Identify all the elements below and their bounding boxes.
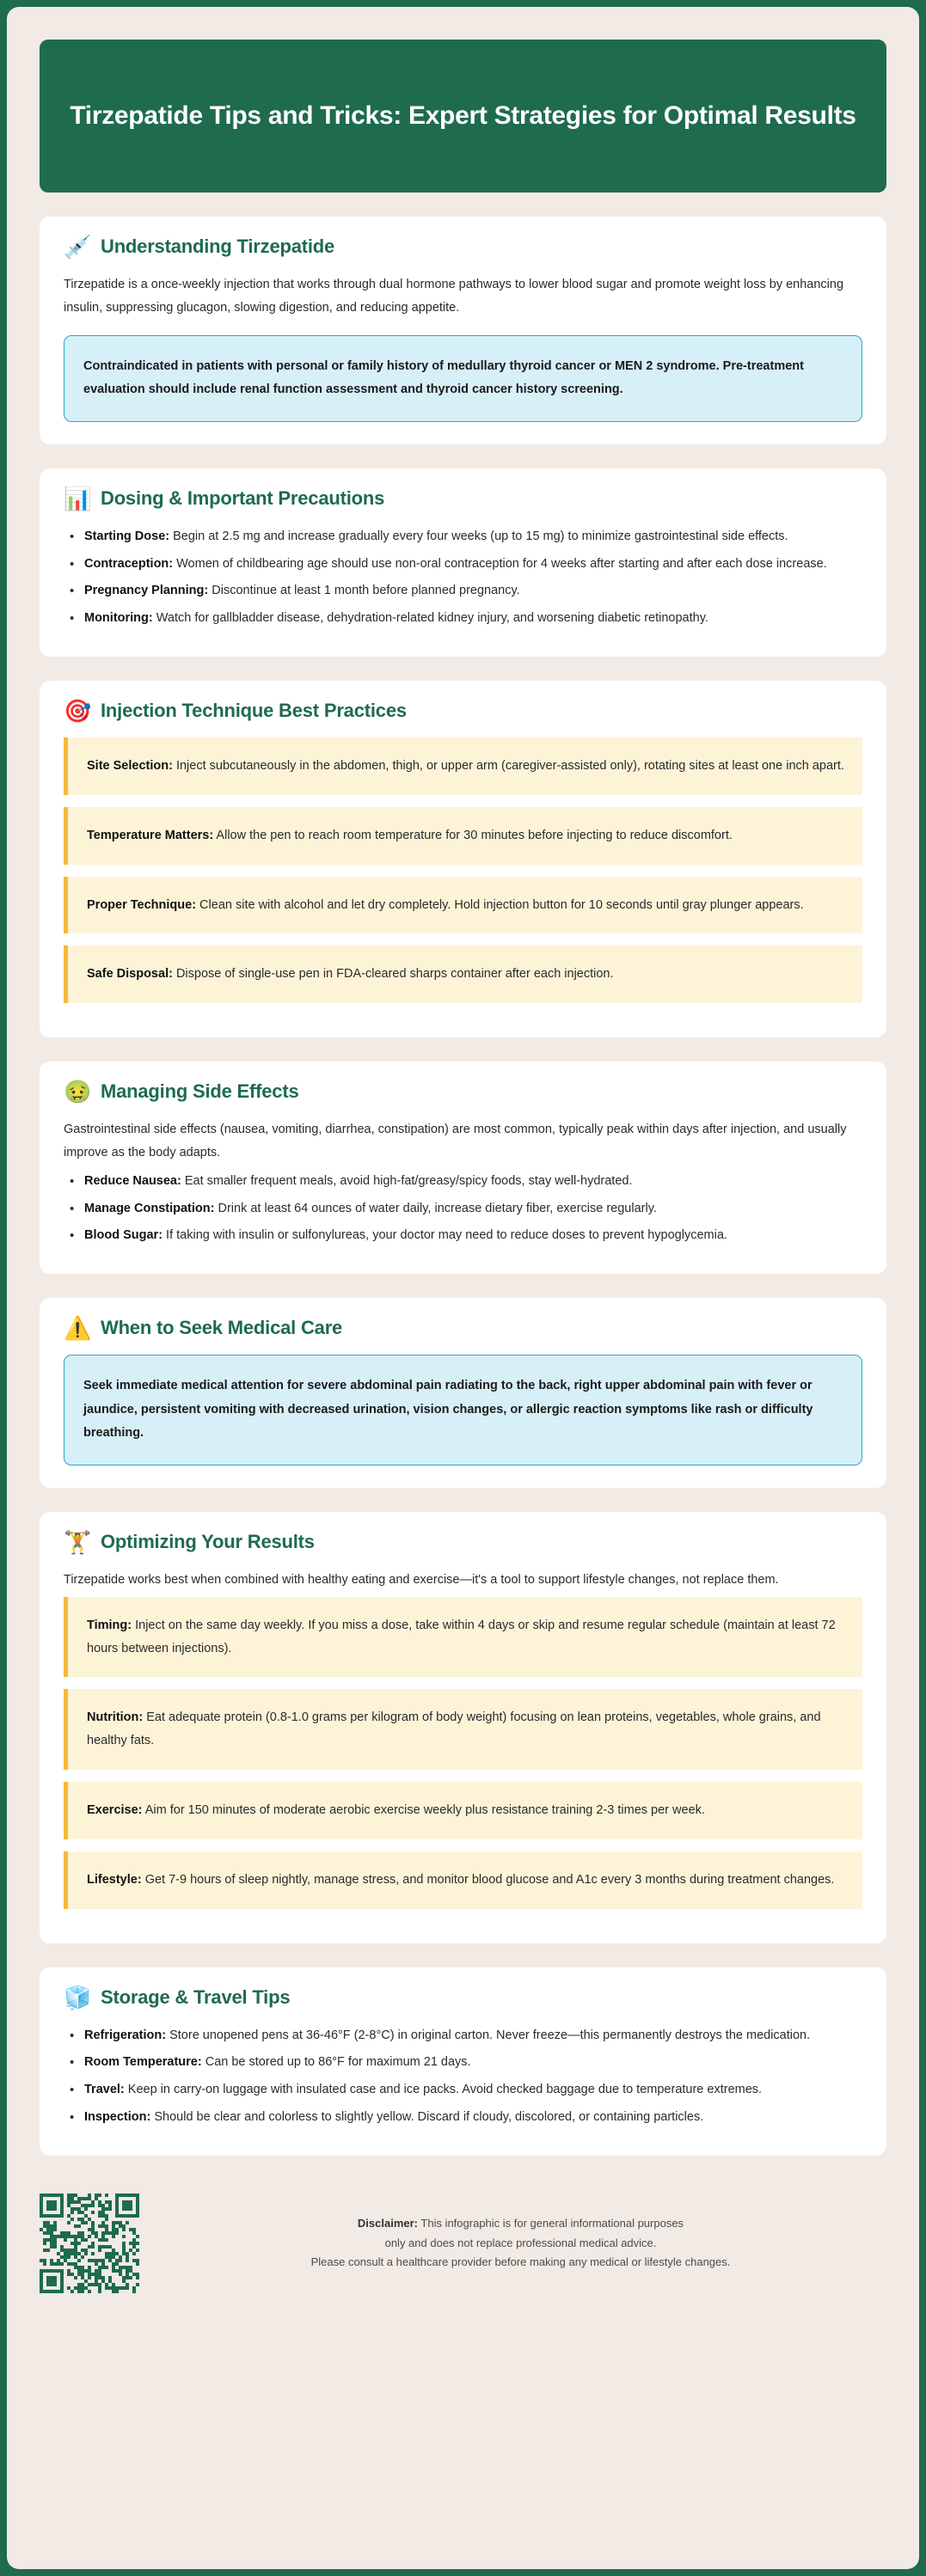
ice-cube-icon: 🧊 bbox=[64, 1984, 92, 2010]
section-header bbox=[64, 487, 862, 510]
section-managing-side-effects bbox=[40, 1062, 886, 1274]
tip-label: Exercise: bbox=[87, 1802, 143, 1817]
list-item bbox=[64, 579, 862, 603]
syringe-icon: 💉 bbox=[64, 234, 92, 260]
tip-text bbox=[87, 963, 845, 986]
tip-text bbox=[87, 894, 845, 917]
contraindication-callout bbox=[64, 335, 862, 422]
disclaimer-line-1 bbox=[155, 2214, 886, 2234]
tip-label: Safe Disposal: bbox=[87, 967, 173, 982]
section-title: Storage & Travel Tips bbox=[101, 1986, 291, 2008]
list-item bbox=[64, 525, 862, 548]
list-item bbox=[64, 2078, 862, 2102]
tip-card bbox=[64, 1851, 862, 1909]
tip-body: Allow the pen to reach room temperature for 30 minutes before injecting to reduce discomfort. bbox=[213, 828, 733, 842]
section-paragraph: Tirzepatide works best when combined with healthy eating and exercise—it's a tool to support lifestyle changes, not replace them. bbox=[64, 1572, 779, 1587]
dart-target-icon: 🎯 bbox=[64, 697, 92, 724]
section-optimizing-results bbox=[40, 1512, 886, 1943]
tip-text bbox=[87, 824, 845, 847]
list-item bbox=[64, 2106, 862, 2129]
nauseated-face-icon: 🤢 bbox=[64, 1079, 92, 1105]
disclaimer-line-2: only and does not replace professional medical advice. bbox=[384, 2236, 657, 2249]
section-understanding-tirzepatide bbox=[40, 217, 886, 444]
list-item-text: Women of childbearing age should use non-oral contraception for 4 weeks after starting and after each dose increase. bbox=[173, 556, 827, 571]
list-item-label: Blood Sugar: bbox=[84, 1228, 163, 1243]
tip-label: Site Selection: bbox=[87, 758, 173, 773]
list-item-label: Manage Constipation: bbox=[84, 1201, 215, 1215]
list-item bbox=[64, 1197, 862, 1221]
section-header bbox=[64, 697, 862, 724]
list-item bbox=[64, 2051, 862, 2074]
list-item bbox=[64, 1224, 862, 1247]
section-header bbox=[64, 1986, 862, 2009]
section-when-to-seek-medical-care bbox=[40, 1298, 886, 1488]
qr-code[interactable] bbox=[40, 2194, 139, 2293]
section-title: Dosing & Important Precautions bbox=[101, 486, 385, 509]
section-paragraph: Tirzepatide is a once-weekly injection that works through dual hormone pathways to lower blood sugar and promote weight loss by enhancing insulin, suppressing glucagon, slowing digestion, and reducing appetite. bbox=[64, 278, 844, 315]
list-item-text: Should be clear and colorless to slightly yellow. Discard if cloudy, discolored, or containing particles. bbox=[150, 2110, 704, 2125]
tip-text bbox=[87, 1799, 845, 1822]
list-item-label: Refrigeration: bbox=[84, 2028, 167, 2042]
disclaimer-line-3: Please consult a healthcare provider before making any medical or lifestyle changes. bbox=[310, 2255, 731, 2269]
list-item-text: Drink at least 64 ounces of water daily, increase dietary fiber, exercise regularly. bbox=[214, 1201, 657, 1215]
tip-label: Proper Technique: bbox=[87, 897, 197, 912]
tip-body: Inject on the same day weekly. If you miss a dose, take within 4 days or skip and resume regular schedule (maintain at least 72 hours between injections). bbox=[87, 1618, 836, 1655]
section-title: Understanding Tirzepatide bbox=[101, 236, 335, 257]
list-item-text: Begin at 2.5 mg and increase gradually every four weeks (up to 15 mg) to minimize gastrointestinal side effects. bbox=[169, 529, 788, 543]
tip-card bbox=[64, 807, 862, 865]
tip-text bbox=[87, 1614, 845, 1661]
tip-body: Aim for 150 minutes of moderate aerobic exercise weekly plus resistance training 2-3 times per week. bbox=[142, 1802, 705, 1817]
list-item-text: Store unopened pens at 36-46°F (2-8°C) in original carton. Never freeze—this permanently destroys the medication. bbox=[166, 2028, 811, 2042]
tip-card bbox=[64, 877, 862, 934]
list-item-label: Reduce Nausea: bbox=[84, 1173, 181, 1188]
optimizing-tip-list bbox=[64, 1597, 862, 1909]
section-header bbox=[64, 236, 862, 258]
section-dosing-precautions bbox=[40, 468, 886, 657]
tip-card bbox=[64, 737, 862, 795]
footer bbox=[24, 2180, 902, 2302]
list-item bbox=[64, 553, 862, 576]
list-item-text: Eat smaller frequent meals, avoid high-fat/greasy/spicy foods, stay well-hydrated. bbox=[181, 1173, 633, 1188]
tip-text bbox=[87, 1869, 845, 1892]
section-header bbox=[64, 1528, 862, 1555]
emergency-callout bbox=[64, 1355, 862, 1465]
list-item-text: Can be stored up to 86°F for maximum 21 days. bbox=[201, 2055, 471, 2070]
dosing-bullet-list bbox=[64, 525, 862, 630]
section-title: Managing Side Effects bbox=[101, 1080, 299, 1103]
section-injection-technique bbox=[40, 681, 886, 1037]
disclaimer-label: Disclaimer: bbox=[357, 2216, 419, 2230]
section-header bbox=[64, 1080, 862, 1103]
tip-body: Eat adequate protein (0.8-1.0 grams per kilogram of body weight) focusing on lean proteins, vegetables, whole grains, and healthy fats. bbox=[87, 1710, 821, 1748]
warning-triangle-icon: ⚠️ bbox=[64, 1315, 92, 1342]
tip-text bbox=[87, 755, 845, 778]
tip-label: Lifestyle: bbox=[87, 1872, 142, 1887]
tip-body: Inject subcutaneously in the abdomen, thigh, or upper arm (caregiver-assisted only), rotating sites at least one inch apart. bbox=[172, 758, 844, 773]
list-item-label: Starting Dose: bbox=[84, 529, 170, 543]
section-paragraph: Gastrointestinal side effects (nausea, vomiting, diarrhea, constipation) are most common, typically peak within days after injection, and usually improve as the body adapts. bbox=[64, 1123, 847, 1160]
tip-card bbox=[64, 1689, 862, 1770]
page-inner-surface bbox=[7, 7, 919, 2569]
tip-card bbox=[64, 1782, 862, 1839]
list-item-text: If taking with insulin or sulfonylureas, your doctor may need to reduce doses to prevent hypoglycemia. bbox=[163, 1228, 727, 1243]
weightlifter-icon: 🏋️ bbox=[64, 1528, 92, 1555]
list-item-text: Watch for gallbladder disease, dehydration-related kidney injury, and worsening diabetic retinopathy. bbox=[152, 611, 708, 626]
header-banner bbox=[40, 40, 886, 193]
section-title: Injection Technique Best Practices bbox=[101, 699, 407, 721]
tip-label: Nutrition: bbox=[87, 1710, 144, 1725]
list-item-text: Keep in carry-on luggage with insulated case and ice packs. Avoid checked baggage due to temperature extremes. bbox=[124, 2083, 763, 2097]
tip-card bbox=[64, 945, 862, 1003]
list-item-label: Monitoring: bbox=[84, 611, 153, 626]
list-item-text: Discontinue at least 1 month before planned pregnancy. bbox=[208, 584, 520, 598]
tip-body: Clean site with alcohol and let dry completely. Hold injection button for 10 seconds until gray plunger appears. bbox=[196, 897, 804, 912]
tip-body: Dispose of single-use pen in FDA-cleared sharps container after each injection. bbox=[172, 967, 614, 982]
tip-label: Timing: bbox=[87, 1618, 132, 1632]
list-item bbox=[64, 607, 862, 630]
section-title: When to Seek Medical Care bbox=[101, 1317, 343, 1339]
page-title: Tirzepatide Tips and Tricks: Expert Strategies for Optimal Results bbox=[70, 101, 856, 131]
tip-label: Temperature Matters: bbox=[87, 828, 214, 842]
section-storage-travel bbox=[40, 1967, 886, 2156]
tip-card bbox=[64, 1597, 862, 1678]
list-item bbox=[64, 1170, 862, 1193]
list-item-label: Travel: bbox=[84, 2083, 125, 2097]
side-effects-bullet-list bbox=[64, 1170, 862, 1247]
section-title: Optimizing Your Results bbox=[101, 1530, 315, 1552]
storage-bullet-list bbox=[64, 2024, 862, 2129]
section-header bbox=[64, 1315, 862, 1342]
disclaimer-text bbox=[155, 2194, 886, 2273]
list-item-label: Room Temperature: bbox=[84, 2055, 202, 2070]
callout-text: Contraindicated in patients with personal or family history of medullary thyroid cancer or MEN 2 syndrome. Pre-treatment evaluation should include renal function assessment and thyroid cancer history screening. bbox=[83, 358, 804, 397]
list-item-label: Pregnancy Planning: bbox=[84, 584, 209, 598]
callout-text: Seek immediate medical attention for severe abdominal pain radiating to the back, right upper abdominal pain with fever or jaundice, persistent vomiting with decreased urination, vision changes, or allergic reaction symptoms like rash or difficulty breathing. bbox=[83, 1379, 813, 1441]
bar-chart-icon: 📊 bbox=[64, 485, 92, 511]
disclaimer-line-1-text: This infographic is for general informational purposes bbox=[418, 2216, 684, 2230]
tip-body: Get 7-9 hours of sleep nightly, manage stress, and monitor blood glucose and A1c every 3 months during treatment changes. bbox=[141, 1872, 835, 1887]
list-item-label: Contraception: bbox=[84, 556, 174, 571]
list-item-label: Inspection: bbox=[84, 2110, 151, 2125]
tip-text bbox=[87, 1706, 845, 1753]
list-item bbox=[64, 2024, 862, 2047]
injection-tip-list bbox=[64, 737, 862, 1003]
